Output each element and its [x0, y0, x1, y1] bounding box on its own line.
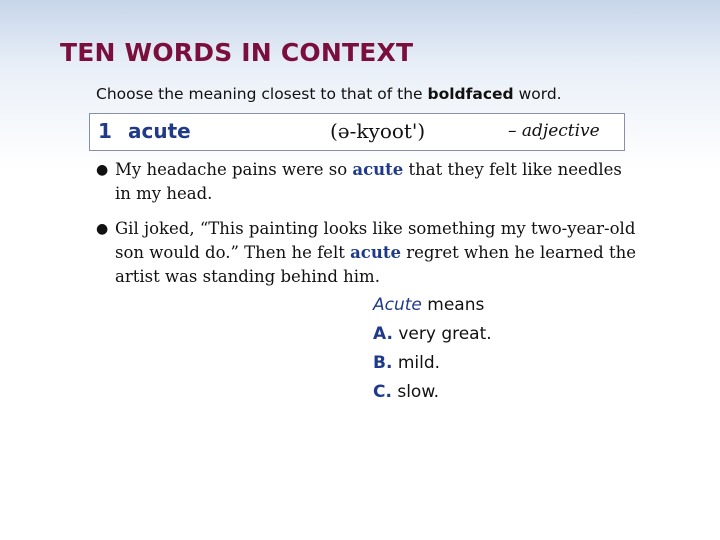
instruction-before: Choose the meaning closest to that of the: [96, 85, 428, 103]
vocabulary-word: acute: [128, 119, 191, 143]
sentence-text: Gil joked, “This painting looks like something my two-year-old son would do.” Then he felt: [115, 219, 636, 262]
option-text: very great.: [398, 324, 492, 344]
option-text: slow.: [397, 382, 440, 402]
page-title: TEN WORDS IN CONTEXT: [60, 38, 414, 67]
option-letter: B.: [373, 353, 393, 373]
example-sentence-2: [96, 217, 636, 289]
sentence-text: regret when he learned the artist was standing behind him.: [115, 243, 636, 286]
option-letter: C.: [373, 382, 392, 402]
question-stem-text: means: [421, 295, 485, 315]
multiple-choice-question: [373, 291, 492, 407]
pronunciation: (ə-kyoot'): [330, 119, 426, 143]
sentence-text: that they felt like needles in my head.: [115, 160, 622, 203]
bullet-icon: ●: [96, 221, 109, 237]
sentence-highlight-word: acute: [352, 160, 404, 179]
sentence-text: My headache pains were so: [115, 160, 353, 179]
option-text: mild.: [397, 353, 441, 373]
part-of-speech: – adjective: [508, 121, 600, 141]
word-number: 1: [98, 119, 112, 143]
bullet-icon: ●: [96, 162, 109, 178]
answer-option-c[interactable]: [373, 378, 492, 407]
instruction-emphasis: boldfaced: [427, 85, 514, 103]
answer-option-a[interactable]: [373, 320, 492, 349]
instruction-after: word.: [513, 85, 562, 103]
sentence-highlight-word: acute: [350, 243, 401, 262]
answer-option-b[interactable]: [373, 349, 492, 378]
question-stem: [373, 291, 492, 320]
example-sentence-1: [96, 158, 636, 206]
option-letter: A.: [373, 324, 393, 344]
vocabulary-word-box: [89, 113, 625, 151]
question-word: Acute: [373, 295, 422, 315]
example-sentences: [96, 158, 636, 300]
instruction-text: [96, 85, 562, 103]
